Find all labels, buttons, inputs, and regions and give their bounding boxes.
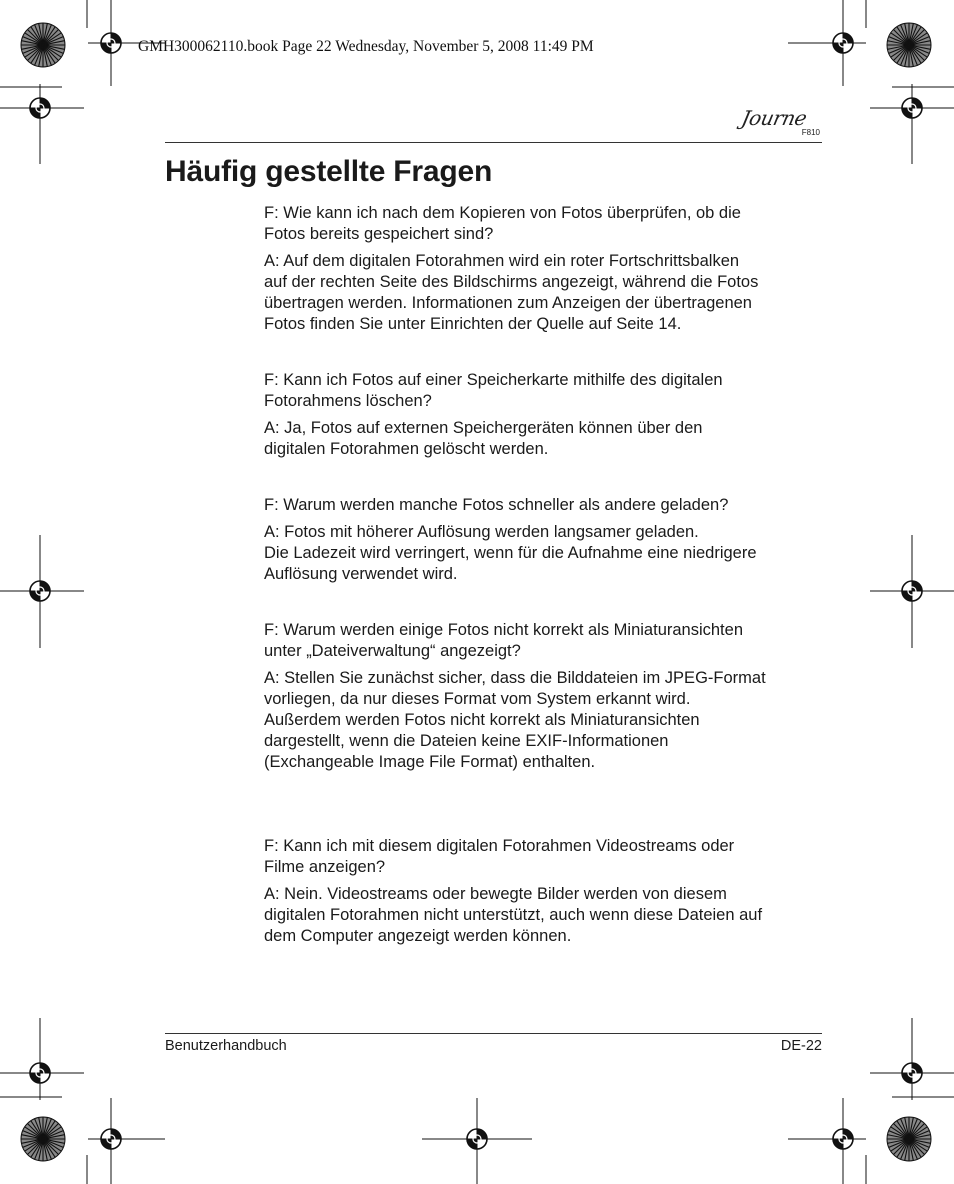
faq-item <box>264 620 824 779</box>
faq-item <box>264 836 824 953</box>
page-title: Häufig gestellte Fragen <box>165 155 493 188</box>
footer-rule <box>165 1033 822 1034</box>
faq-question: F: Wie kann ich nach dem Kopieren von Fotos überprüfen, ob die Fotos bereits gespeichert sind? <box>264 204 741 243</box>
faq-answer: A: Fotos mit höherer Auflösung werden langsamer geladen. Die Ladezeit wird verringert, wenn für die Aufnahme eine niedrigere Auflösung verwendet wird. <box>264 523 757 583</box>
faq-answer: A: Ja, Fotos auf externen Speichergeräten können über den digitalen Fotorahmen gelöscht werden. <box>264 419 703 458</box>
faq-answer: A: Auf dem digitalen Fotorahmen wird ein roter Fortschrittsbalken auf der rechten Seite des Bildschirms angezeigt, während die Fotos übertragen werden. Informationen zum Anzeigen der übertragenen Fotos finden Sie unter Einrichten der Quelle auf Seite 14. <box>264 252 759 333</box>
header-rule <box>165 142 822 143</box>
faq-question: F: Kann ich mit diesem digitalen Fotorahmen Videostreams oder Filme anzeigen? <box>264 837 735 876</box>
faq-question: F: Warum werden einige Fotos nicht korrekt als Miniaturansichten unter „Dateiverwaltung“ angezeigt? <box>264 621 743 660</box>
faq-question: F: Warum werden manche Fotos schneller als andere geladen? <box>264 496 729 514</box>
footer-manual-name: Benutzerhandbuch <box>165 1038 287 1054</box>
faq-item <box>264 370 824 466</box>
faq-answer: A: Nein. Videostreams oder bewegte Bilder werden von diesem digitalen Fotorahmen nicht unterstützt, auch wenn diese Dateien auf dem Computer angezeigt werden können. <box>264 885 763 945</box>
brand-logo <box>739 100 822 140</box>
faq-item <box>264 203 824 341</box>
faq-item <box>264 495 824 591</box>
logo-model: F810 <box>801 128 820 137</box>
faq-question: F: Kann ich Fotos auf einer Speicherkarte mithilfe des digitalen Fotorahmens löschen? <box>264 371 723 410</box>
faq-answer: A: Stellen Sie zunächst sicher, dass die Bilddateien im JPEG-Format vorliegen, da nur dieses Format vom System erkannt wird. Außerdem werden Fotos nicht korrekt als Miniaturansichten dargestellt, wenn die Dateien keine EXIF-Informationen (Exchangeable Image File Format) enthalten. <box>264 669 766 771</box>
print-header: GMH300062110.book Page 22 Wednesday, November 5, 2008 11:49 PM <box>138 38 594 55</box>
page-number: DE-22 <box>780 1038 822 1054</box>
logo-script: Journe <box>739 106 809 130</box>
